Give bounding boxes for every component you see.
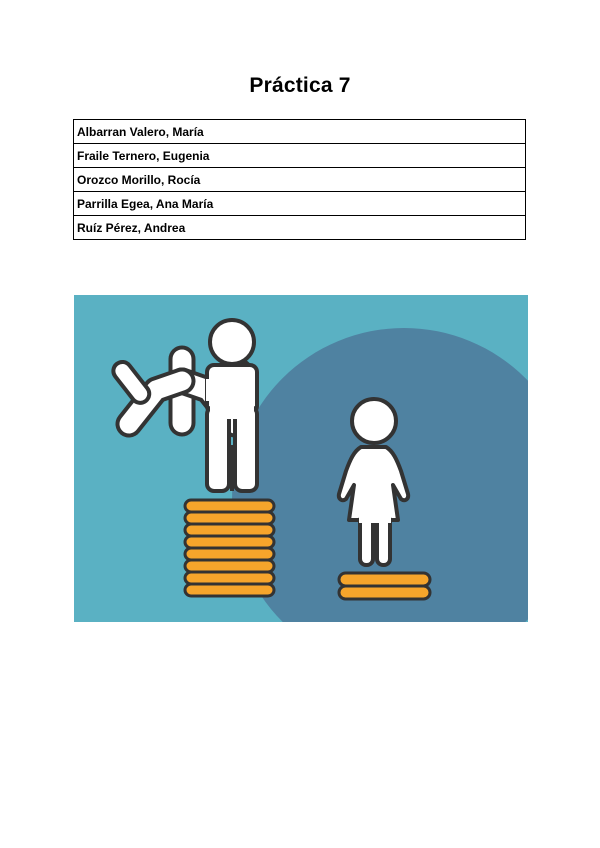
author-name: Fraile Ternero, Eugenia bbox=[74, 144, 526, 168]
tall-coin-stack-icon bbox=[185, 500, 274, 596]
table-row bbox=[74, 192, 526, 216]
authors-table bbox=[73, 119, 526, 240]
author-name: Ruíz Pérez, Andrea bbox=[74, 216, 526, 240]
table-row bbox=[74, 144, 526, 168]
table-row bbox=[74, 216, 526, 240]
short-coin-stack-icon bbox=[339, 573, 430, 599]
author-name: Parrilla Egea, Ana María bbox=[74, 192, 526, 216]
author-name: Orozco Morillo, Rocía bbox=[74, 168, 526, 192]
table-row bbox=[74, 120, 526, 144]
gender-pay-gap-illustration bbox=[74, 295, 528, 622]
table-row bbox=[74, 168, 526, 192]
page-title: Práctica 7 bbox=[249, 74, 351, 97]
author-name: Albarran Valero, María bbox=[74, 120, 526, 144]
